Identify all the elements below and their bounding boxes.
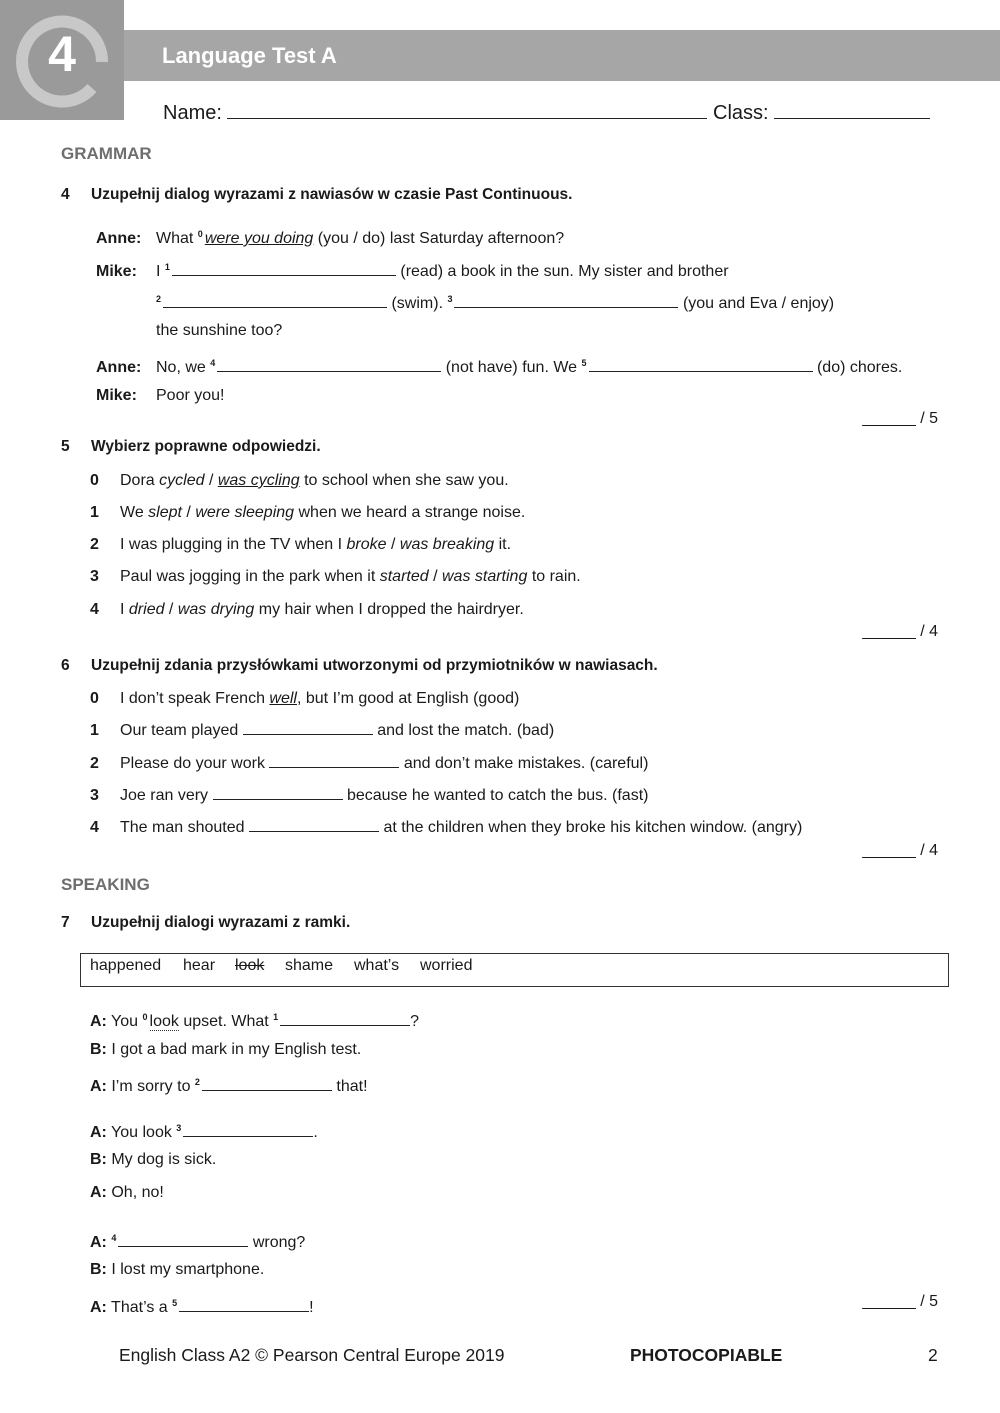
score-task-7: ______ / 5 xyxy=(862,1293,938,1310)
class-label: Class: xyxy=(713,102,769,124)
page-number: 2 xyxy=(928,1345,938,1365)
answer-blank[interactable] xyxy=(589,370,813,372)
score-task-4: ______ / 5 xyxy=(862,410,938,427)
dialog-line: B: I got a bad mark in my English test. xyxy=(90,1041,362,1058)
list-item: 3 Paul was jogging in the park when it started / was starting to rain. xyxy=(90,568,581,585)
word: shame xyxy=(285,957,334,974)
list-item: 0 I don’t speak French well, but I’m good at English (good) xyxy=(90,690,520,707)
title-bar xyxy=(124,30,1000,81)
class-field[interactable] xyxy=(774,117,930,119)
answer-blank[interactable] xyxy=(183,1135,313,1137)
dialog-line: A: You look $^3$ . xyxy=(90,1123,318,1141)
dialog-line: A: $^4$ wrong? xyxy=(90,1233,306,1251)
task-5-instruction: 5 Wybierz poprawne odpowiedzi. xyxy=(61,438,321,455)
list-item: 2 I was plugging in the TV when I broke / was breaking it. xyxy=(90,536,512,553)
answer-blank[interactable] xyxy=(249,830,379,832)
unit-badge xyxy=(0,0,124,120)
footer-photocopiable: PHOTOCOPIABLE xyxy=(630,1345,783,1365)
option[interactable]: was drying xyxy=(177,601,255,618)
list-item: 3 Joe ran very because he wanted to catch the bus. (fast) xyxy=(90,787,649,804)
word-box xyxy=(80,953,949,987)
dialog-line: B: My dog is sick. xyxy=(90,1151,217,1168)
word: what’s xyxy=(354,957,400,974)
list-item: 2 Please do your work and don’t make mistakes. (careful) xyxy=(90,755,649,772)
dialog-line: A: I’m sorry to $^2$ that! xyxy=(90,1077,368,1095)
task-4-instruction: 4 Uzupełnij dialog wyrazami z nawiasów w czasie Past Continuous. xyxy=(61,186,573,203)
dialog-line: the sunshine too? xyxy=(156,322,283,339)
answer-blank[interactable] xyxy=(179,1310,309,1312)
option[interactable]: slept xyxy=(148,504,182,521)
dialog-line: B: I lost my smartphone. xyxy=(90,1261,265,1278)
dialog-line: A: Oh, no! xyxy=(90,1184,164,1201)
word: happened xyxy=(90,957,162,974)
name-line xyxy=(163,100,930,126)
section-grammar: GRAMMAR xyxy=(61,144,152,163)
list-item: 1 Our team played and lost the match. (bad) xyxy=(90,722,555,739)
answer-blank[interactable] xyxy=(280,1024,410,1026)
answer-blank[interactable] xyxy=(172,274,396,276)
score-task-5: ______ / 4 xyxy=(862,623,938,640)
answer-blank[interactable] xyxy=(243,733,373,735)
dialog-line: Anne: No, we $^4$ (not have) fun. We $^5$ (do) chores. xyxy=(96,358,903,376)
list-item: 1 We slept / were sleeping when we heard a strange noise. xyxy=(90,504,526,521)
option[interactable]: were sleeping xyxy=(195,504,295,521)
option[interactable]: broke xyxy=(346,536,387,553)
list-item: 4 The man shouted at the children when they broke his kitchen window. (angry) xyxy=(90,819,803,836)
word: hear xyxy=(183,957,216,974)
word-used: look xyxy=(235,957,265,974)
answer-blank[interactable] xyxy=(202,1089,332,1091)
list-item: 0 Dora cycled / was cycling to school when she saw you. xyxy=(90,472,509,489)
dialog-line: Mike: Poor you! xyxy=(96,387,225,404)
answer-blank[interactable] xyxy=(269,766,399,768)
test-title: Language Test A xyxy=(162,43,337,68)
score-task-6: ______ / 4 xyxy=(862,842,938,859)
answer-blank[interactable] xyxy=(118,1245,248,1247)
dialog-line: $^2$ (swim). $^3$ (you and Eva / enjoy) xyxy=(156,294,835,312)
name-field[interactable] xyxy=(227,117,707,119)
word: worried xyxy=(420,957,473,974)
task-6-instruction: 6 Uzupełnij zdania przysłówkami utworzonymi od przymiotników w nawiasach. xyxy=(61,657,658,674)
option[interactable]: was starting xyxy=(441,568,528,585)
dialog-line: A: You $^0$ look upset. What $^1$ ? xyxy=(90,1012,420,1030)
footer-copyright: English Class A2 © Pearson Central Europe 2019 xyxy=(119,1345,505,1365)
section-speaking: SPEAKING xyxy=(61,875,150,894)
answer-blank[interactable] xyxy=(213,798,343,800)
answer-blank[interactable] xyxy=(454,306,678,308)
unit-number: 4 xyxy=(48,26,76,82)
name-label: Name: xyxy=(163,102,222,124)
option[interactable]: was breaking xyxy=(399,536,495,553)
option[interactable]: started xyxy=(379,568,429,585)
dialog-line: Anne: What $^0$ were you doing (you / do) last Saturday afternoon? xyxy=(96,229,565,247)
option[interactable]: dried xyxy=(128,601,165,618)
dialog-line: Mike: I $^1$ (read) a book in the sun. My sister and brother xyxy=(96,262,729,280)
dialog-line: A: That’s a $^5$ ! xyxy=(90,1298,314,1316)
answer-blank[interactable] xyxy=(163,306,387,308)
task-7-instruction: 7 Uzupełnij dialogi wyrazami z ramki. xyxy=(61,914,351,931)
list-item: 4 I dried / was drying my hair when I dropped the hairdryer. xyxy=(90,601,524,618)
answer-blank[interactable] xyxy=(217,370,441,372)
